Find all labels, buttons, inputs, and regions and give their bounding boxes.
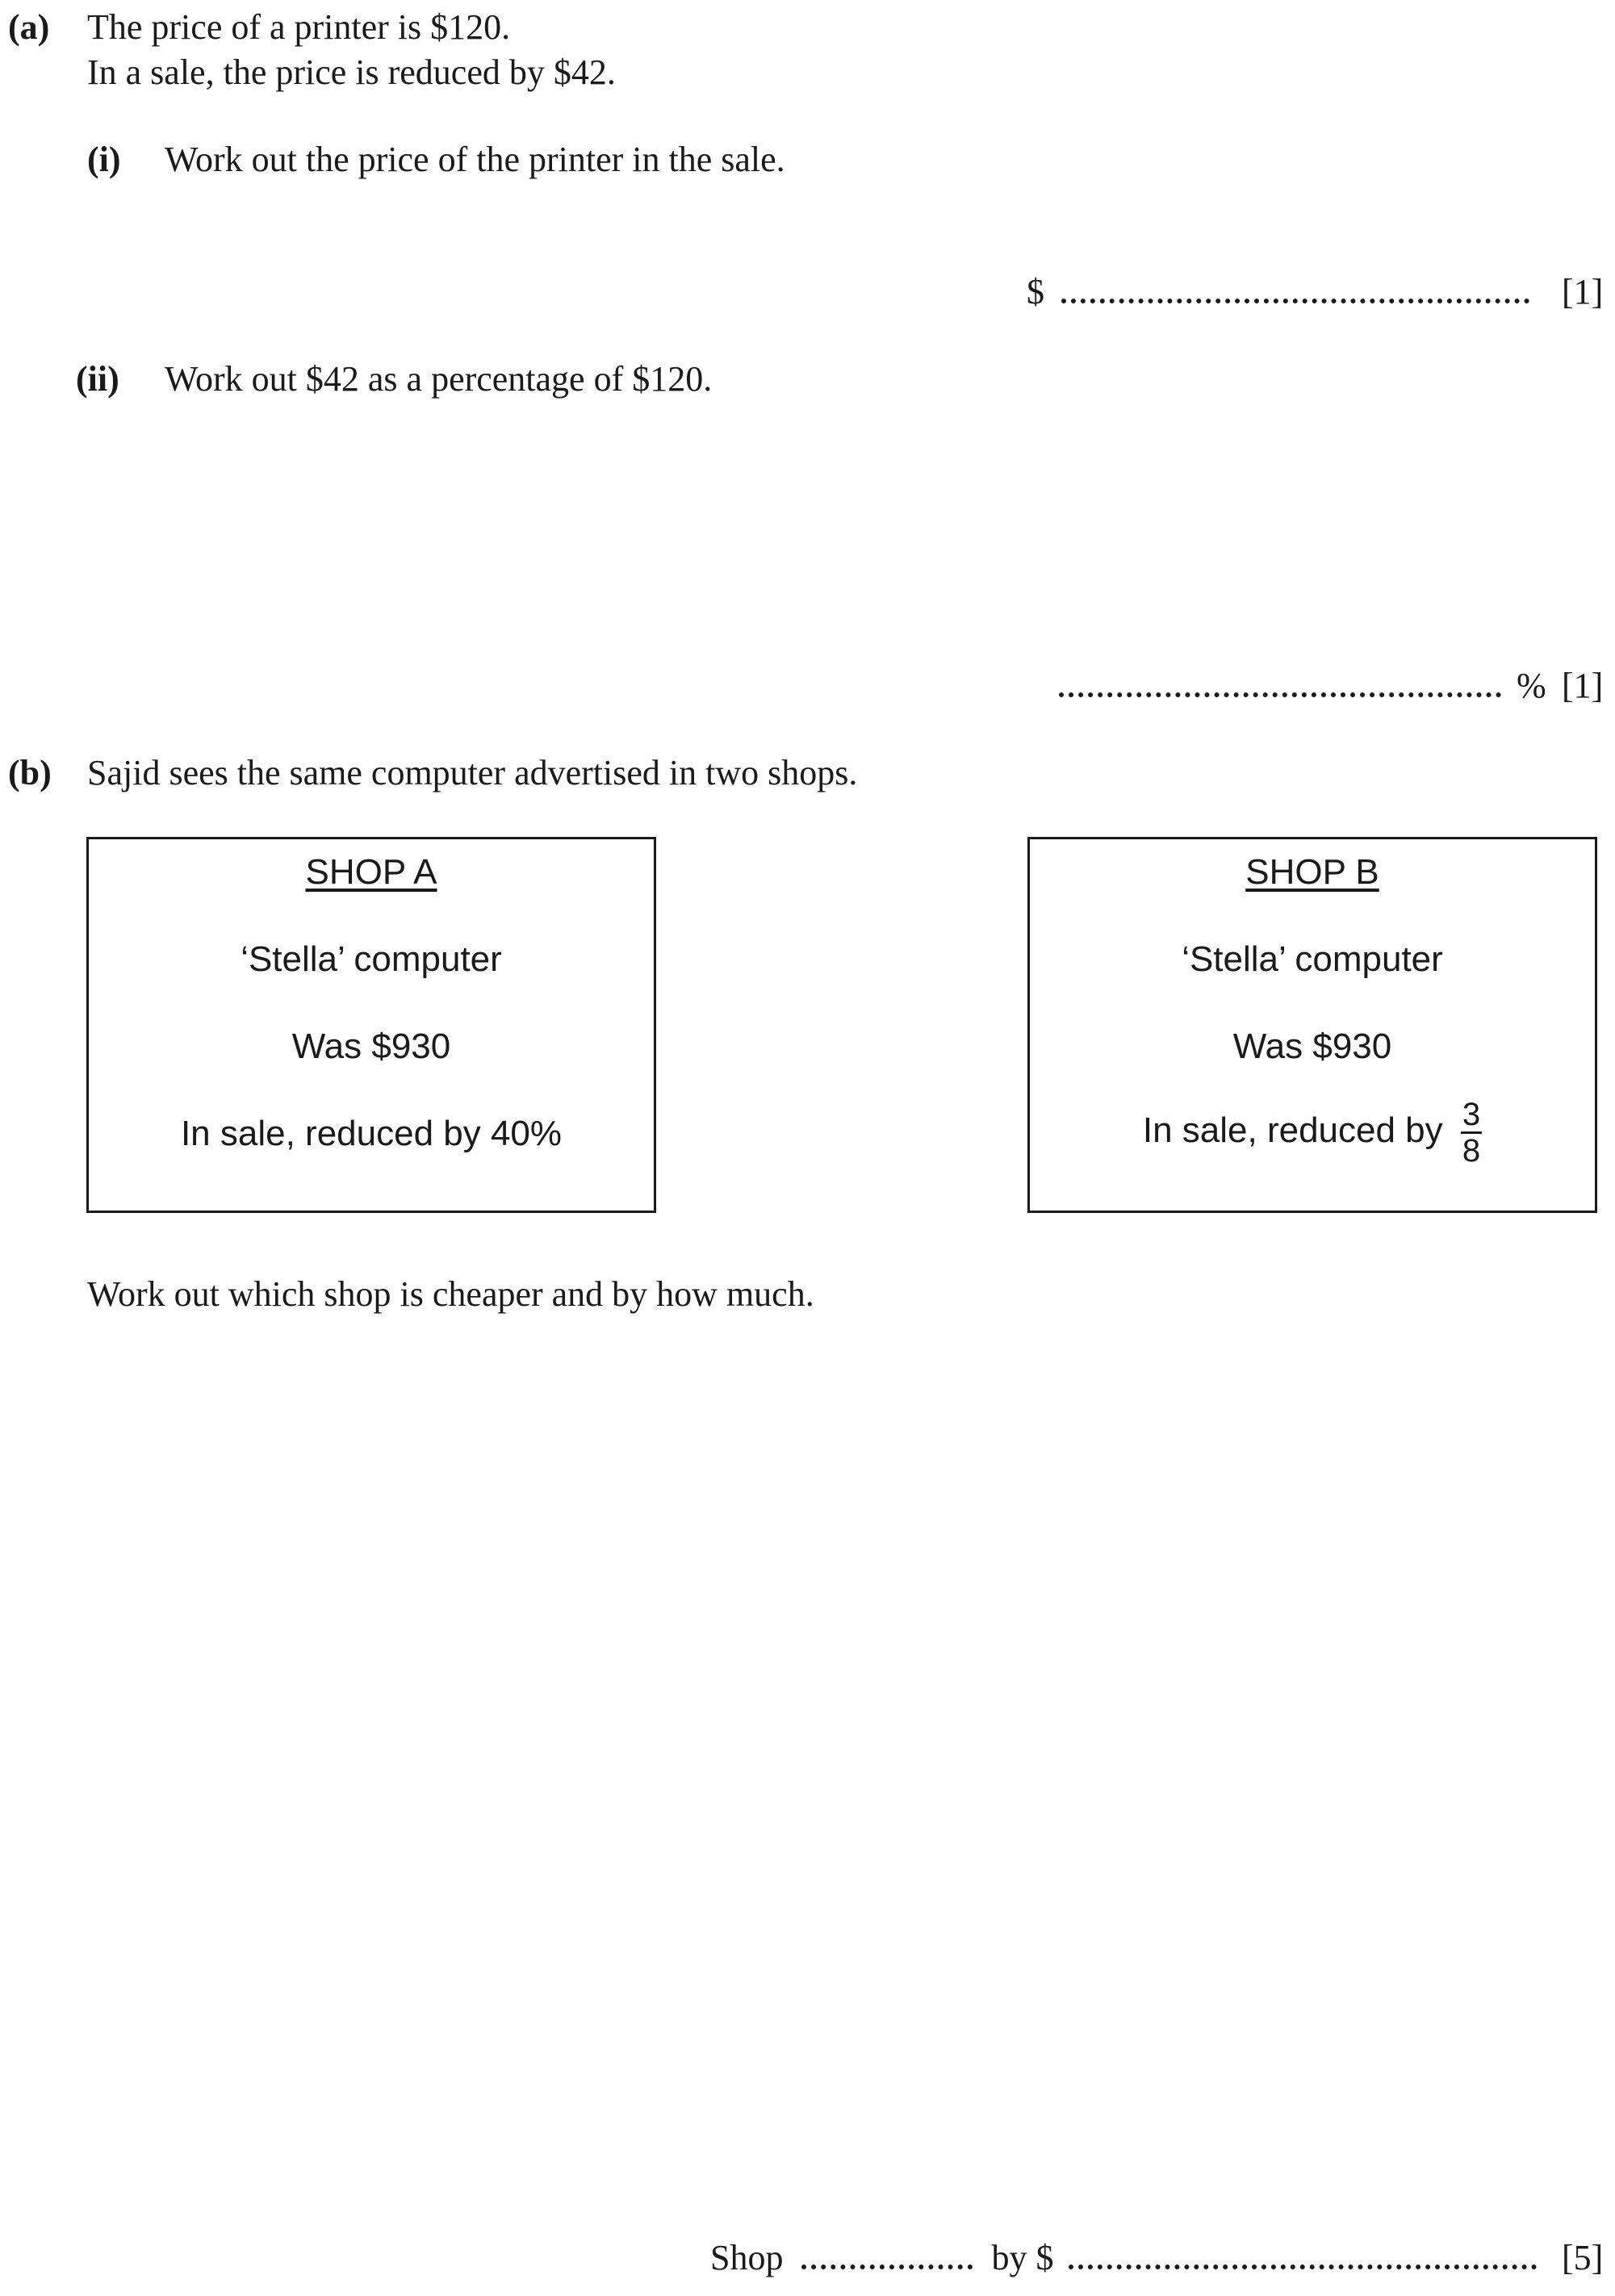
- shop-b-fraction: [1461, 1098, 1482, 1168]
- answer-dots-a-ii: [1059, 668, 1501, 697]
- shop-a-was-price: Was $930: [291, 1027, 451, 1066]
- shop-b-was-price: Was $930: [1232, 1027, 1392, 1066]
- marks-a-i: [1]: [1562, 272, 1604, 312]
- shop-a-box: [86, 837, 656, 1213]
- answer-by-label: by $: [991, 2238, 1054, 2277]
- answer-suffix-percent: %: [1517, 666, 1546, 705]
- fraction-numerator: 3: [1462, 1097, 1481, 1132]
- answer-line-a-i[interactable]: [1027, 270, 1529, 315]
- answer-line-b[interactable]: [710, 2235, 1537, 2281]
- marks-b: [5]: [1562, 2238, 1604, 2277]
- part-b-label: (b): [8, 753, 52, 793]
- part-b-question: Work out which shop is cheaper and by how much.: [87, 1274, 814, 1314]
- shop-b-title: SHOP B: [1245, 852, 1379, 892]
- answer-dots-a-i: [1061, 274, 1529, 303]
- shop-b-product: ‘Stella’ computer: [1182, 939, 1443, 979]
- part-a-line-1: The price of a printer is $120.: [87, 7, 511, 47]
- answer-shop-label: Shop: [710, 2238, 784, 2277]
- answer-line-a-ii[interactable]: [1059, 663, 1546, 709]
- part-a-i-question: Work out the price of the printer in the sale.: [165, 140, 785, 179]
- part-a-ii-question: Work out $42 as a percentage of $120.: [165, 359, 713, 399]
- answer-dots-amount: [1069, 2240, 1537, 2269]
- answer-dots-shop: [801, 2240, 973, 2269]
- part-a-label: (a): [8, 7, 50, 47]
- shop-b-box: [1027, 837, 1597, 1213]
- fraction-denominator: 8: [1462, 1133, 1481, 1169]
- part-a-line-2: In a sale, the price is reduced by $42.: [87, 52, 616, 92]
- part-a-i-label: (i): [87, 140, 121, 179]
- shop-a-title: SHOP A: [305, 852, 437, 892]
- answer-prefix-dollar: $: [1027, 272, 1044, 312]
- marks-a-ii: [1]: [1562, 666, 1604, 705]
- part-a-ii-label: (ii): [76, 359, 119, 399]
- shop-b-sale-line: [1030, 1098, 1595, 1168]
- shop-a-sale: In sale, reduced by 40%: [180, 1114, 563, 1153]
- shop-a-product: ‘Stella’ computer: [241, 939, 502, 979]
- part-b-intro: Sajid sees the same computer advertised in two shops.: [87, 753, 858, 793]
- shop-b-sale: In sale, reduced by: [1142, 1110, 1443, 1151]
